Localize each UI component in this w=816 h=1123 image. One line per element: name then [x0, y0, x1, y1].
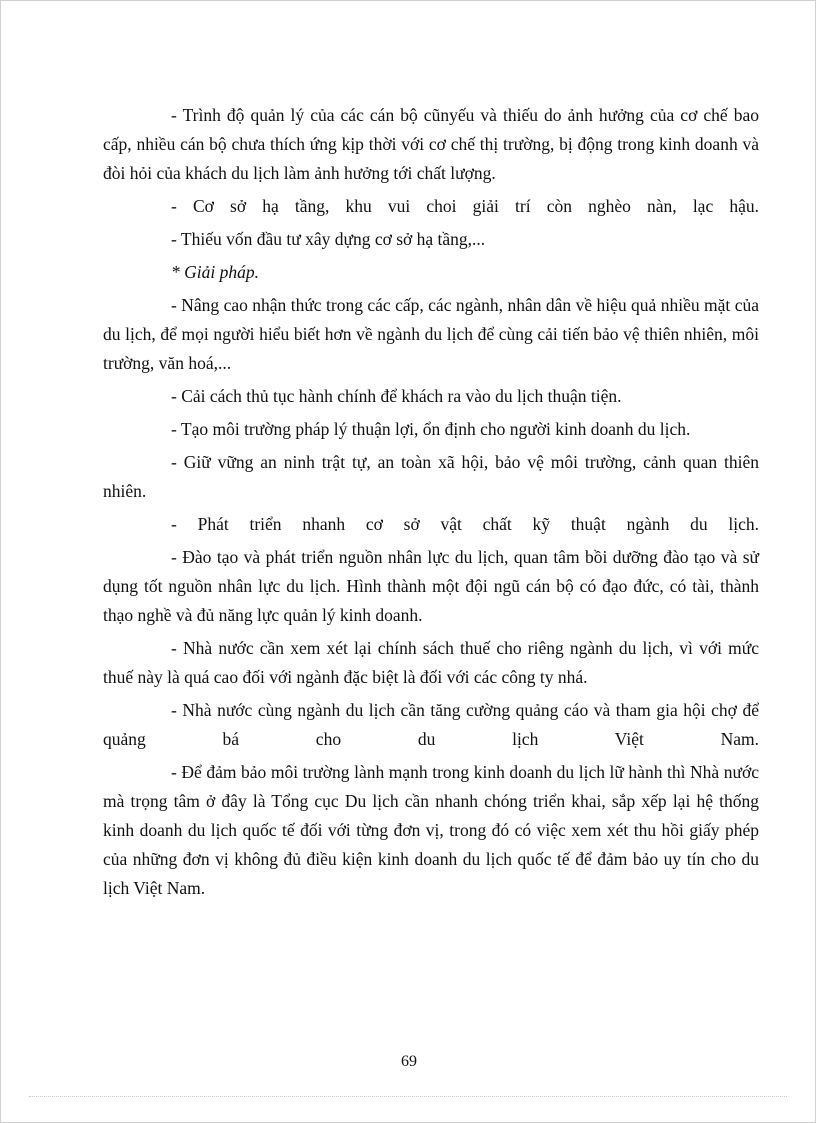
paragraph-legal-environment: - Tạo môi trường pháp lý thuận lợi, ổn định cho người kinh doanh du lịch.	[171, 419, 691, 439]
paragraph-human-resources: - Đào tạo và phát triển nguồn nhân lực du lịch, quan tâm bồi dưỡng đào tạo và sử dụng tốt nguồn nhân lực du lịch. Hình thành một đội ngũ cán bộ có đạo đức, có tài, thành thạo nghề và đủ năng lực quản lý kinh doanh.	[103, 547, 759, 625]
paragraph-infrastructure: - Cơ sở hạ tầng, khu vui choi giải trí còn nghèo nàn, lạc hậu.	[171, 196, 759, 216]
paragraph-tax-policy: - Nhà nước cần xem xét lại chính sách thuế cho riêng ngành du lịch, vì với mức thuế này là quá cao đối với ngành đặc biệt là đối với các công ty nhá.	[103, 638, 759, 687]
paragraph-promotion: - Nhà nước cùng ngành du lịch cần tăng cường quảng cáo và tham gia hội chợ để quảng bá cho du lịch Việt Nam.	[103, 700, 759, 749]
paragraph-capital-shortage: - Thiếu vốn đầu tư xây dựng cơ sở hạ tầng,...	[171, 229, 486, 249]
paragraph-admin-reform: - Cải cách thủ tục hành chính để khách ra vào du lịch thuận tiện.	[171, 386, 622, 406]
paragraph-facilities: - Phát triển nhanh cơ sở vật chất kỹ thuật ngành du lịch.	[171, 514, 759, 534]
paragraph-security: - Giữ vững an ninh trật tự, an toàn xã hội, bảo vệ môi trường, cảnh quan thiên nhiên.	[103, 452, 759, 501]
section-heading-solutions: * Giải pháp.	[171, 262, 259, 282]
page-bottom-divider	[29, 1096, 787, 1097]
page-number: 69	[401, 1053, 417, 1070]
paragraph-awareness: - Nâng cao nhận thức trong các cấp, các ngành, nhân dân về hiệu quả nhiều mặt của du lịch, để mọi người hiểu biết hơn về ngành du lịch để cùng cải tiến bảo vệ thiên nhiên, môi trường, văn hoá,...	[103, 295, 759, 373]
paragraph-business-environment: - Để đảm bảo môi trường lành mạnh trong kinh doanh du lịch lữ hành thì Nhà nước mà trọng tâm ở đây là Tổng cục Du lịch cần nhanh chóng triển khai, sắp xếp lại hệ thống kinh doanh du lịch quốc tế đối với từng đơn vị, trong đó có việc xem xét thu hồi giấy phép của những đơn vị không đủ điều kiện kinh doanh du lịch quốc tế để đảm bảo uy tín cho du lịch Việt Nam.	[103, 762, 759, 898]
page-body	[103, 101, 759, 907]
paragraph-management-level: - Trình độ quản lý của các cán bộ cũnyếu và thiếu do ảnh hưởng của cơ chế bao cấp, nhiều cán bộ chưa thích ứng kịp thời với cơ chế thị trường, bị động trong kinh doanh và đòi hỏi của khách du lịch làm ảnh hưởng tới chất lượng.	[103, 105, 759, 183]
